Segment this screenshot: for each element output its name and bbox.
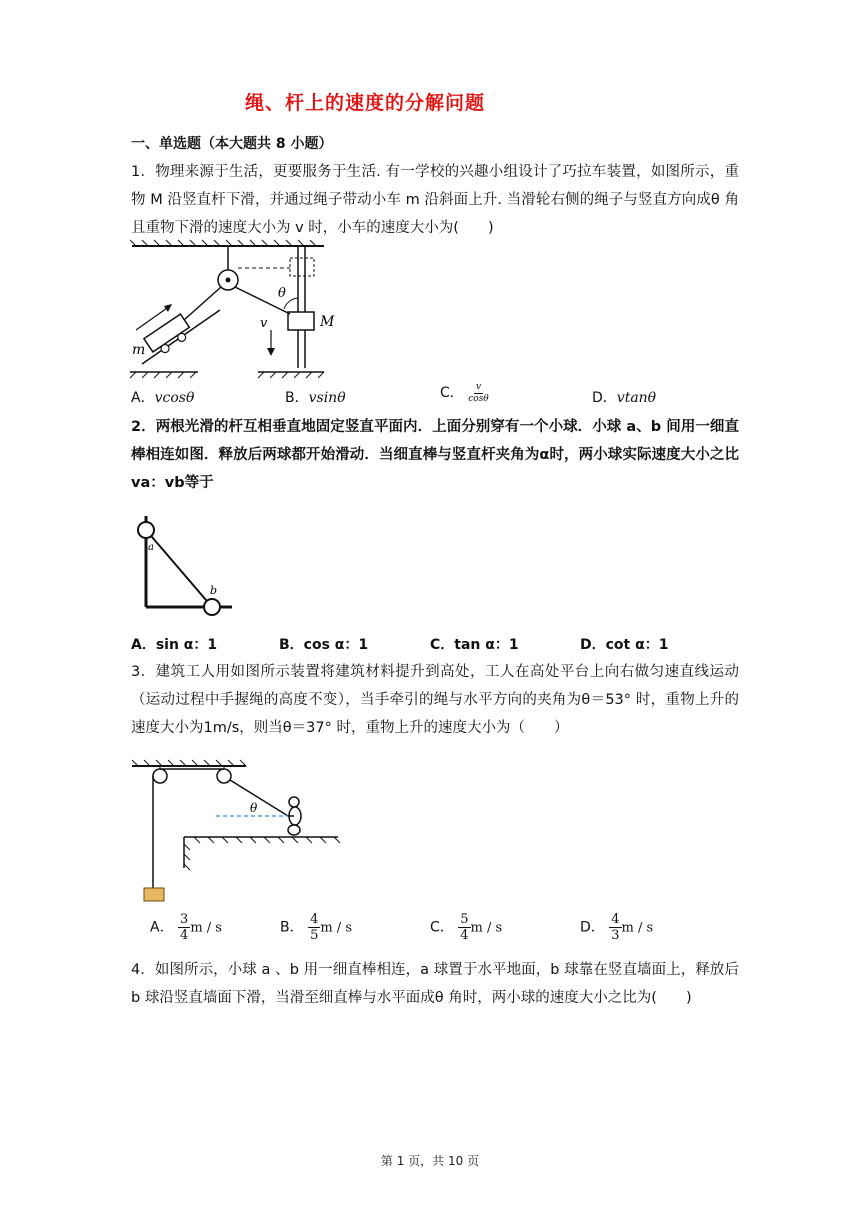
question-3-text: 3．建筑工人用如图所示装置将建筑材料提升到高处，工人在高处平台上向右做匀速直线运动（运动过程中手握绳的高度不变），当手牵引的绳与水平方向的夹角为θ＝53° 时，重物上升的速度大小为1m/s，则当θ＝37° 时，重物上升的速度大小为（ ） <box>131 664 739 736</box>
fraction: $\frac{5}{4}$ <box>460 912 469 943</box>
m-label: m <box>132 342 146 358</box>
question-2-text: 2．两根光滑的杆互相垂直地固定竖直平面内．上面分别穿有一个小球．小球 a、b 间用一细直棒相连如图．释放后两球都开始滑动．当细直棒与竖直杆夹角为α时，两小球实际速度大小之比 va：vb等于 <box>131 419 739 491</box>
question-2-figure <box>128 512 238 622</box>
theta-label: θ <box>278 286 286 301</box>
M-label: M <box>320 314 335 330</box>
question-1-figure <box>128 238 335 380</box>
v-label: v <box>260 316 268 331</box>
q3-option-d[interactable]: D． $\frac{4}{3}$ m / s <box>580 912 654 943</box>
fraction: $\frac{4}{3}$ <box>611 912 620 943</box>
ball-a-label: a <box>148 542 154 553</box>
fraction: $\frac{4}{5}$ <box>310 912 319 943</box>
q1-option-c[interactable]: C． $\frac{v}{\cos\theta}$ <box>440 381 489 404</box>
question-1-text: 1．物理来源于生活，更要服务于生活. 有一学校的兴趣小组设计了巧拉车装置，如图所示，重物 M 沿竖直杆下滑，并通过绳子带动小车 m 沿斜面上升. 当滑轮右侧的绳子与竖直方向成θ 角且重物下滑的速度大小为 v 时，小车的速度大小为( ) <box>131 164 739 236</box>
q1-option-a[interactable]: A．vcosθ <box>131 390 195 406</box>
question-4-text: 4．如图所示，小球 a 、b 用一细直棒相连，a 球置于水平地面，b 球靠在竖直墙面上，释放后 b 球沿竖直墙面下滑，当滑至细直棒与水平面成θ 角时，两小球的速度大小之比为( ) <box>131 962 739 1006</box>
q1-option-b[interactable]: B．vsinθ <box>285 390 346 406</box>
q3-option-a[interactable]: A． $\frac{3}{4}$ m / s <box>150 912 222 943</box>
fraction: $\frac{v}{\cos\theta}$ <box>468 381 489 404</box>
q3-option-c[interactable]: C． $\frac{5}{4}$ m / s <box>430 912 503 943</box>
section-heading: 一、单选题（本大题共 8 小题） <box>131 136 333 152</box>
theta-label: θ <box>250 801 258 815</box>
q2-option-a[interactable]: A．sin α：1 <box>131 637 218 653</box>
page-title: 绳、杆上的速度的分解问题 <box>244 92 485 114</box>
q1-option-d[interactable]: D．vtanθ <box>592 390 657 406</box>
fraction: $\frac{3}{4}$ <box>180 912 189 943</box>
question-3-figure <box>128 760 343 906</box>
q2-option-d[interactable]: D．cot α：1 <box>580 637 669 653</box>
q2-option-c[interactable]: C．tan α：1 <box>430 637 519 653</box>
ball-b-label: b <box>210 584 218 597</box>
page-footer: 第 1 页，共 10 页 <box>380 1154 480 1168</box>
q3-option-b[interactable]: B． $\frac{4}{5}$ m / s <box>280 912 352 943</box>
q2-option-b[interactable]: B．cos α：1 <box>279 637 369 653</box>
